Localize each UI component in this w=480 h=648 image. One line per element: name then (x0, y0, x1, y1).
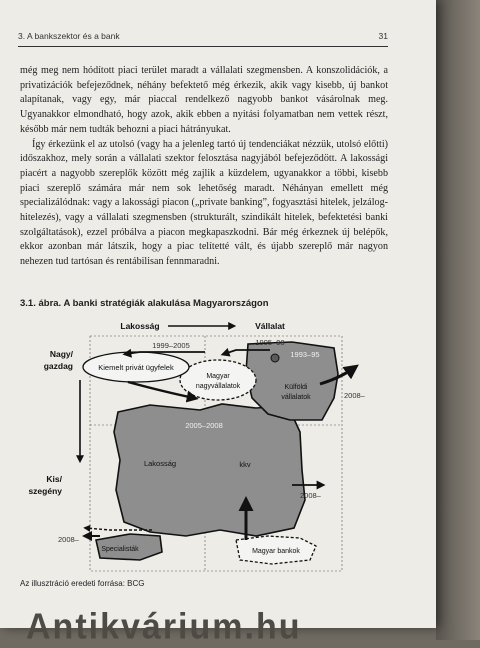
row-header-top-2: gazdag (43, 361, 73, 371)
period-1995-98: 1995–98 (255, 338, 285, 347)
entry-dot (271, 354, 279, 362)
period-1999-2005: 1999–2005 (152, 341, 190, 350)
kulfoldi-label-2: vállalatok (281, 394, 311, 401)
row-header-top-1: Nagy/ (49, 349, 73, 359)
paragraph: még meg nem hódított piaci terület maradt a vállalati szegmensben. A konszolidációk, a privatizációk befejeződnek, néhány befektető még érkezik, akik vagy kisebb, új bankot alapítanak, vagy egy, már piaccal rendelkező nagyobb bankot vásárolnak meg. Ugyanakkor elmondható, hogy azok, akik ebben a nyitási folyamatban nem vettek részt, később már nem tudták behozni a piaci hátrányukat. (20, 65, 388, 135)
kkv-label: kkv (239, 460, 251, 469)
body-text (20, 64, 388, 270)
kulfoldi-label-1: Külföldi (284, 384, 308, 391)
header-rule (18, 46, 388, 47)
column-header-right: Vállalat (255, 321, 285, 331)
period-2008-left: 2008– (58, 535, 79, 544)
period-1993-95: 1993–95 (290, 350, 320, 359)
paragraph: Így érkezünk el az utolsó (vagy ha a jelenleg tartó új tendenciákat nézzük, utolsó előtti) időszakhoz, mely során a vállalati szektor felosztása nagyjából befejeződött. A lakossági piacért a nagyobb szereplők között még zajlik a küzdelem, ugyanakkor a többi, kisebb piaci szereplő számára már nem sok lehetőség maradt. Néhányan emellett még specializálódnak: vagy a lakossági piacon („private banking”, fogyasztási hitelek, jelzálog-hitelezés), vagy a vállalati szegmensben (strukturált, szindikált hitelek, befektetési banki szolgáltatások), ezzel próbálva a piacon megkapaszkodni. Bár még érkeznek új belépők, ekkor azonban már látszik, hogy a piac telítetté vált, és újabb szereplő már nagyon nehezen tud tartósan és rentábilisan fennmaradni. (20, 138, 388, 268)
background-surface (436, 0, 480, 640)
column-header-left: Lakosság (120, 321, 160, 331)
magyar-bankok-label: Magyar bankok (252, 548, 300, 555)
page-number: 31 (378, 31, 388, 41)
figure-title: 3.1. ábra. A banki stratégiák alakulása Magyarországon (20, 298, 269, 309)
period-2008-right: 2008– (344, 391, 365, 400)
running-header (18, 31, 388, 45)
magyar-nagy-label-1: Magyar (206, 373, 230, 380)
period-2005-2008: 2005–2008 (185, 421, 223, 430)
lakossag-label: Lakosság (143, 459, 177, 468)
row-header-bottom-2: szegény (28, 486, 62, 496)
magyar-nagy-label-2: nagyvállalatok (195, 383, 241, 390)
magyar-nagyvallalatok-ellipse (180, 360, 256, 400)
specialistak-label: Specialisták (101, 546, 139, 553)
private-clients-label: Kiemelt privát ügyfelek (98, 363, 174, 372)
chapter-title: 3. A bankszektor és a bank (18, 31, 120, 41)
period-2008-mid: 2008– (300, 491, 321, 500)
strategy-diagram (0, 300, 436, 580)
watermark-logo: Antikvárium.hu (26, 607, 302, 647)
row-header-bottom-1: Kis/ (46, 474, 62, 484)
figure-source: Az illusztráció eredeti forrása: BCG (20, 579, 145, 588)
